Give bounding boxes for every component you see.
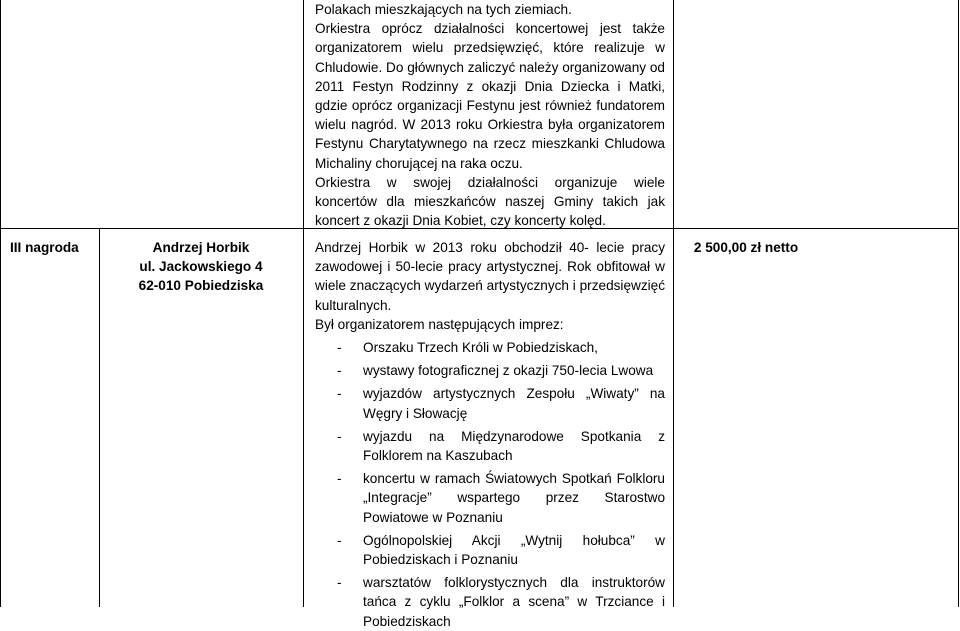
list-item (315, 338, 665, 357)
place-cell (10, 238, 96, 257)
dash-bullet: - (337, 386, 342, 402)
list-item (315, 573, 665, 631)
place-label: III nagroda (10, 240, 79, 255)
list-item-text: koncertu w ramach Światowych Spotkań Folkloru „Integracje” wspartego przez Starostwo Powiatowe w Poznaniu (363, 471, 665, 525)
laureate-city: 62-010 Pobiedziska (138, 278, 264, 294)
table-border-col1 (99, 229, 100, 607)
events-list (315, 338, 665, 631)
description-lead: Był organizatorem następujących imprez: (315, 316, 564, 332)
list-item (315, 531, 665, 569)
list-item-text: Orszaku Trzech Króli w Pobiedziskach, (363, 340, 598, 356)
laureate-cell (102, 238, 300, 296)
dash-bullet: - (337, 340, 342, 356)
laureate-name: Andrzej Horbik (152, 240, 250, 255)
paragraph: Polakach mieszkających na tych ziemiach. (315, 2, 572, 17)
dash-bullet: - (337, 363, 342, 379)
table-border-col3 (673, 0, 674, 607)
list-item-text: wystawy fotograficznej z okazji 750-lecia Lwowa (363, 363, 654, 379)
laureate-street: ul. Jackowskiego 4 (139, 259, 263, 275)
dash-bullet: - (337, 428, 342, 444)
list-item-text: warsztatów folklorystycznych dla instruktorów tańca z cyklu „Folklor a scena” w Trzciance i Pobiedziskach (363, 575, 665, 629)
dash-bullet: - (337, 532, 342, 548)
list-item (315, 361, 665, 380)
description-cell (315, 238, 665, 631)
paragraph: Orkiestra w swojej działalności organizuje wiele koncertów dla mieszkańców naszej Gminy takich jak koncert z okazji Dnia Kobiet, czy koncerty kolęd. (315, 174, 665, 229)
list-item (315, 469, 665, 527)
list-item-text: Ogólnopolskiej Akcji „Wytnij hołubca” w Pobiedziskach i Poznaniu (363, 532, 665, 568)
table-border-col2 (303, 0, 304, 607)
list-item-text: wyjazdów artystycznych Zespołu „Wiwaty” na Węgry i Słowację (363, 386, 665, 421)
list-item (315, 384, 665, 422)
description-intro: Andrzej Horbik w 2013 roku obchodził 40- lecie pracy zawodowej i 50-lecie pracy artystycznej. Rok obfitował w wiele znaczących wydarzeń artystycznych i przedsięwzięć kulturalnych. (315, 240, 665, 313)
paragraph: Orkiestra oprócz działalności koncertowej jest także organizatorem wielu przedsięwzięć, które realizuje w Chludowie. Do głównych zaliczyć należy organizowany od 2011 Festyn Rodzinny z okazji Dnia Dziecka i Matki, gdzie oprócz organizacji Festynu jest również fundatorem wielu nagród. W 2013 roku Orkiestra była organizatorem Festynu Charytatywnego na rzecz mieszkanki Chludowa Michaliny chorującej na raka oczu. (315, 21, 665, 171)
table-border-left (0, 0, 1, 607)
amount-cell (676, 238, 816, 257)
upper-description-cell (315, 0, 665, 230)
dash-bullet: - (337, 471, 342, 487)
dash-bullet: - (337, 575, 342, 591)
list-item (315, 427, 665, 465)
amount-value: 2 500,00 zł netto (693, 240, 799, 255)
list-item-text: wyjazdu na Międzynarodowe Spotkania z Folklorem na Kaszubach (363, 428, 665, 464)
table-border-right (958, 0, 959, 607)
